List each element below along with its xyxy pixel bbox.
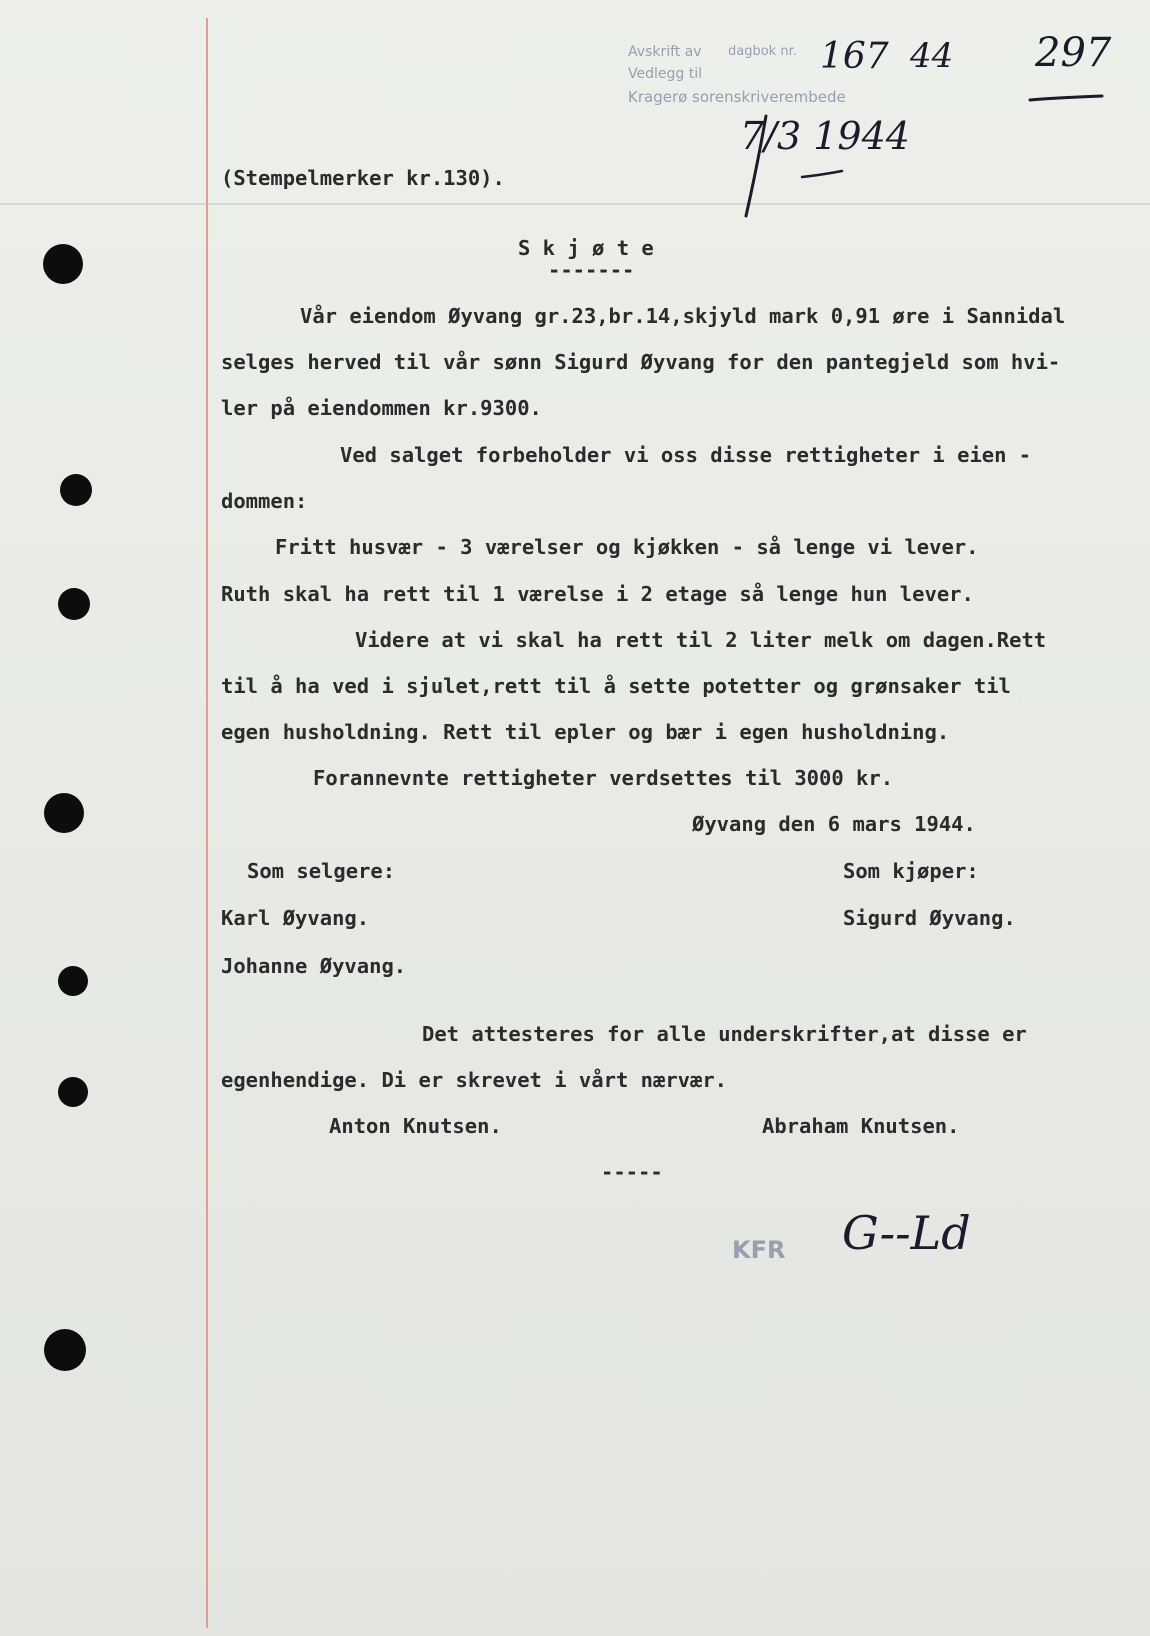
stamp-line-vedlegg: Vedlegg til (628, 66, 702, 82)
witness-name: Anton Knutsen. (329, 1114, 502, 1138)
seller-name: Johanne Øyvang. (221, 954, 407, 978)
dagbok-number: 167 (820, 36, 889, 77)
stamp-dagbok-label: dagbok nr. (728, 44, 797, 59)
body-line: til å ha ved i sjulet,rett til å sette potetter og grønsaker til (221, 674, 1011, 698)
title-underline: ------- (548, 258, 635, 282)
page-number: 297 (1035, 30, 1112, 76)
seller-name: Karl Øyvang. (221, 906, 370, 930)
place-date: Øyvang den 6 mars 1944. (692, 812, 976, 836)
body-line: egen husholdning. Rett til epler og bær i egen husholdning. (221, 720, 950, 744)
stamp-line-office: Kragerø sorenskriverembede (628, 88, 846, 106)
body-line: Ved salget forbeholder vi oss disse rettigheter i eien - (340, 443, 1032, 467)
dagbok-year: 44 (910, 36, 954, 76)
body-line: Videre at vi skal ha rett til 2 liter melk om dagen.Rett (355, 628, 1047, 652)
body-line: ler på eiendommen kr.9300. (221, 396, 542, 420)
body-line: Forannevnte rettigheter verdsettes til 3000 kr. (313, 766, 894, 790)
attest-line: egenhendige. Di er skrevet i vårt nærvær. (221, 1068, 728, 1092)
footer-mark: KFR (732, 1236, 786, 1264)
body-line: dommen: (221, 489, 308, 513)
date-underline (802, 171, 842, 177)
document-title: S k j ø t e (518, 236, 654, 260)
date-slash-stroke (746, 116, 766, 216)
body-line: selges herved til vår sønn Sigurd Øyvang for den pantegjeld som hvi- (221, 350, 1061, 374)
footer-signature: G--Ld (842, 1206, 971, 1260)
stamp-date: 7/3 1944 (740, 114, 910, 158)
witness-name: Abraham Knutsen. (762, 1114, 960, 1138)
stamp-line-avskrift: Avskrift av (628, 44, 702, 60)
body-line: Fritt husvær - 3 værelser og kjøkken - så lenge vi lever. (275, 535, 979, 559)
page-number-underline (1030, 96, 1102, 100)
attest-line: Det attesteres for alle underskrifter,at disse er (422, 1022, 1027, 1046)
end-rule: ----- (601, 1160, 663, 1184)
body-line: Vår eiendom Øyvang gr.23,br.14,skjyld mark 0,91 øre i Sannidal (300, 304, 1066, 328)
buyer-label: Som kjøper: (843, 859, 979, 883)
buyer-name: Sigurd Øyvang. (843, 906, 1016, 930)
stamp-fee: (Stempelmerker kr.130). (221, 166, 505, 190)
body-line: Ruth skal ha rett til 1 værelse i 2 etage så lenge hun lever. (221, 582, 974, 606)
sellers-label: Som selgere: (247, 859, 396, 883)
